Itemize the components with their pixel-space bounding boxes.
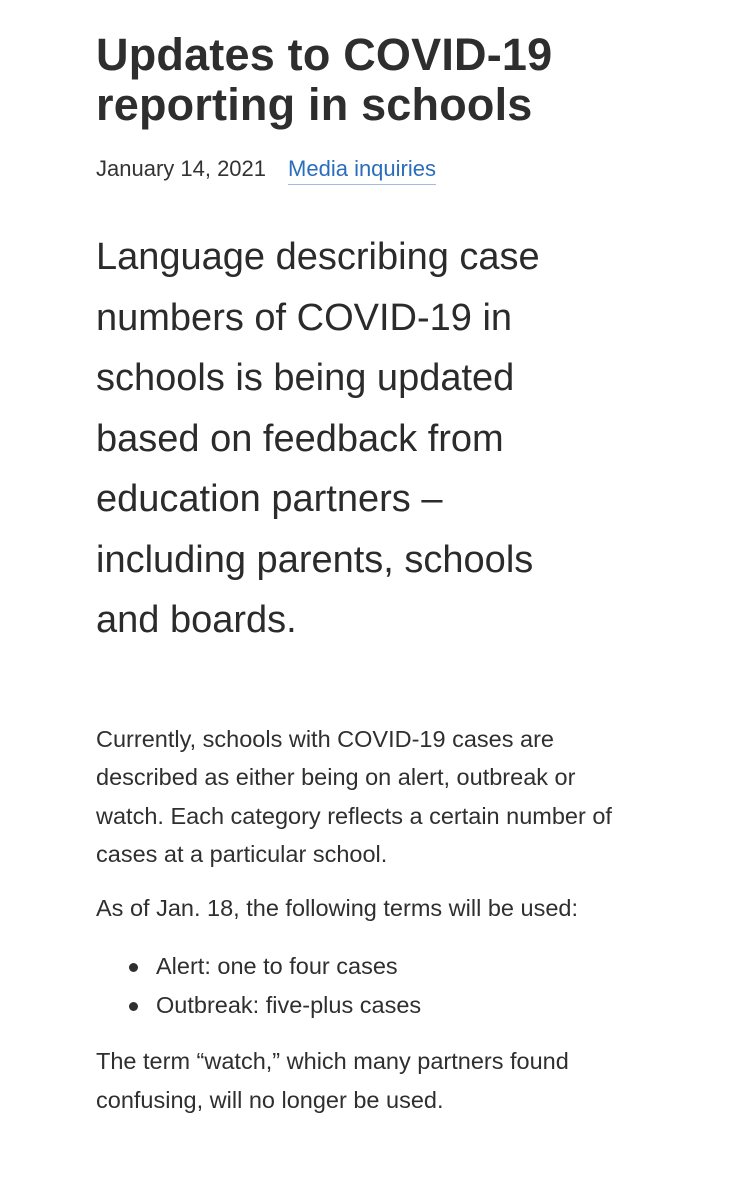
lead-paragraph: Language describing case numbers of COVID-19 in schools is being updated based on feedback from education partners – including parents, schools and boards. [96,236,540,641]
publish-date: January 14, 2021 [96,156,267,181]
list-item [96,947,741,986]
article-meta [96,155,741,185]
list-item-text: Alert: one to four cases [156,953,398,979]
body-paragraph-watch-removed: The term “watch,” which many partners found confusing, will no longer be used. [96,1048,569,1113]
body-paragraph-current-terms: Currently, schools with COVID-19 cases are described as either being on alert, outbreak or watch. Each category reflects a certain number of cases at a particular school. [96,725,612,867]
body-paragraph-new-terms-intro: As of Jan. 18, the following terms will be used: [96,894,578,921]
article-title: Updates to COVID-19 reporting in schools [96,29,553,130]
terms-list [96,947,741,1024]
bullet-icon [129,963,138,972]
list-item [96,986,741,1025]
list-item-text: Outbreak: five-plus cases [156,991,422,1018]
bullet-icon [129,1002,138,1011]
media-inquiries-link[interactable]: Media inquiries [288,155,436,185]
